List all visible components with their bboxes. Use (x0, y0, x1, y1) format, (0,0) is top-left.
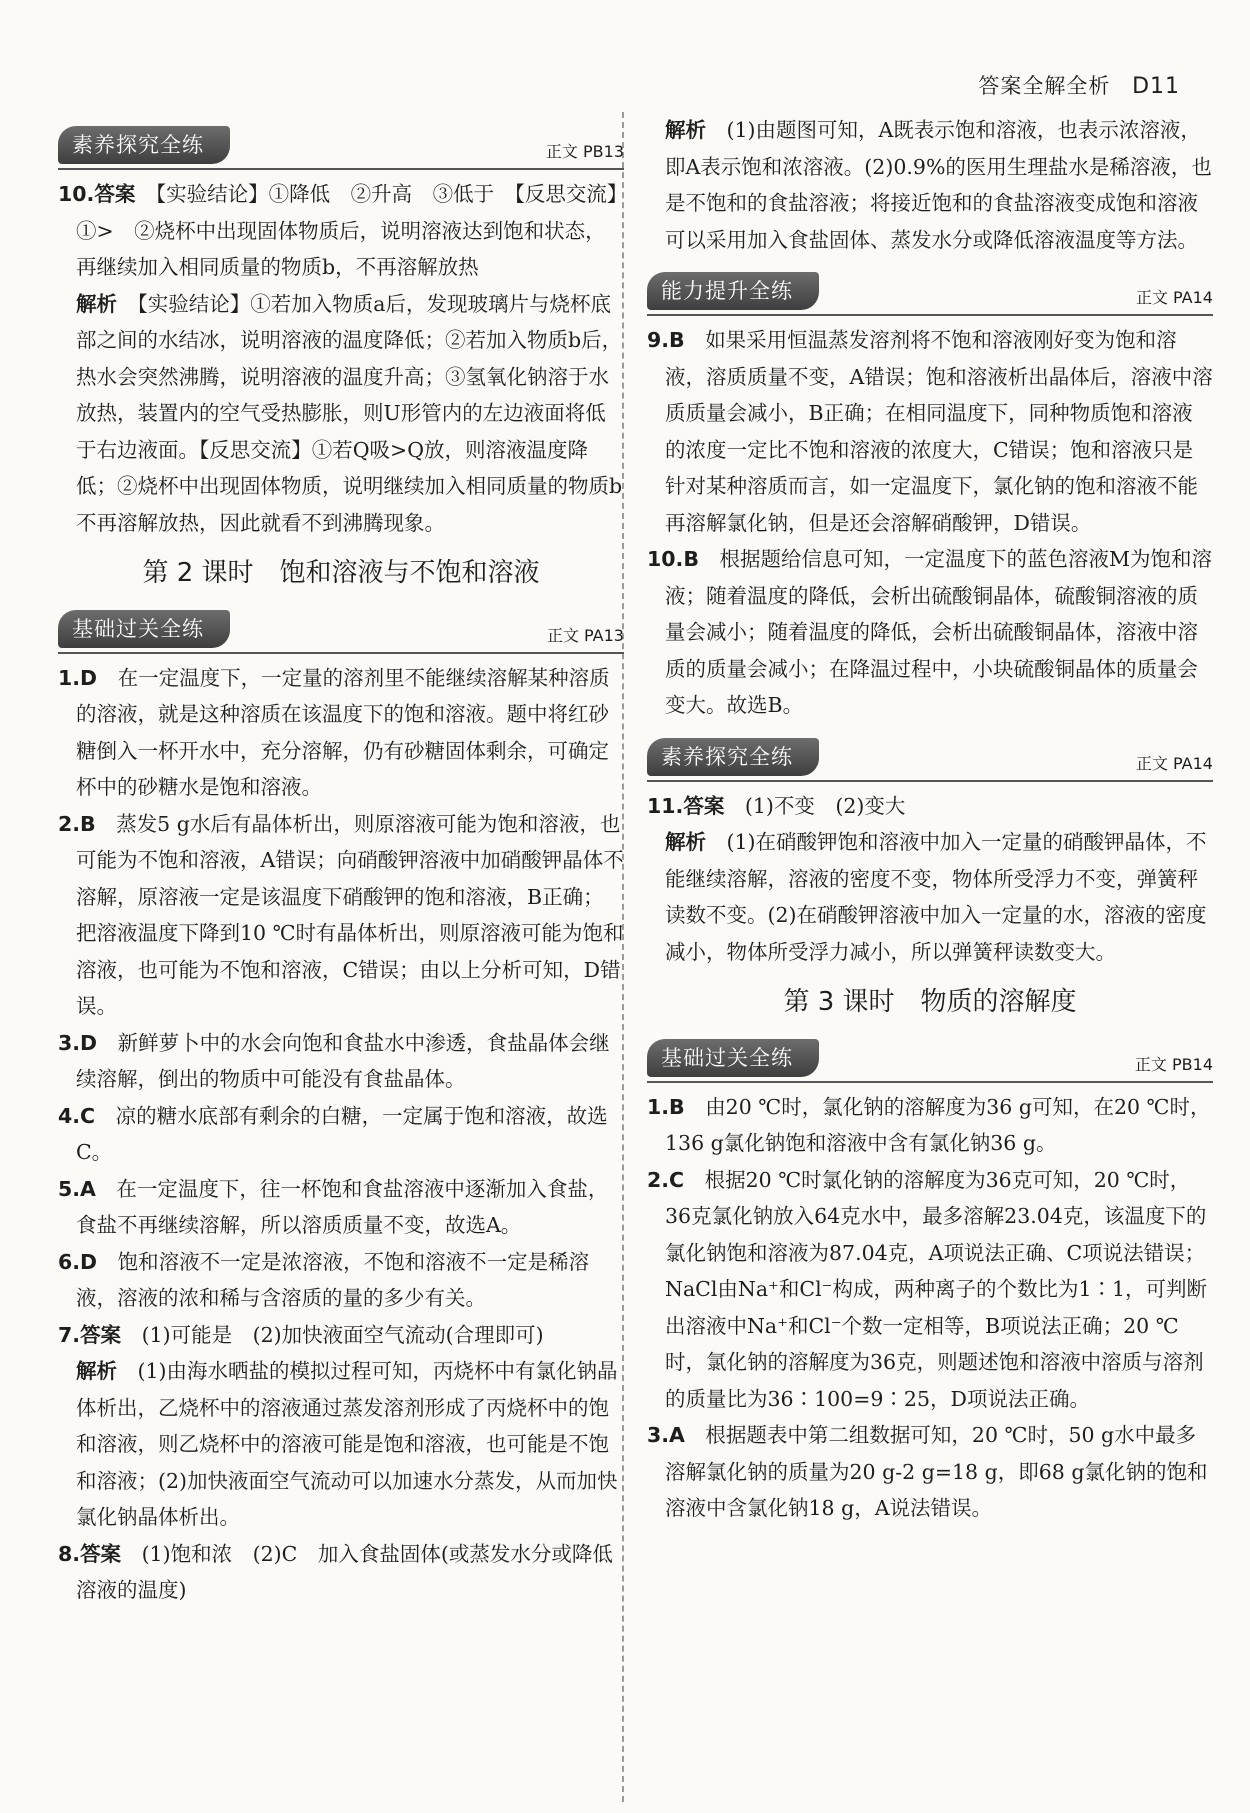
section-ref: 正文 PB14 (1134, 1054, 1213, 1074)
section-ref: 正文 PA13 (546, 625, 624, 645)
list-item: 1.B 由20 ℃时，氯化钠的溶解度为36 g可知，在20 ℃时，136 g氯化钠饱和溶液中含有氯化钠36 g。 (647, 1094, 1211, 1155)
lesson-title: 第 2 课时 饱和溶液与不饱和溶液 (142, 558, 540, 588)
question-8-analysis: 解析 (1)由题图可知，A既表示饱和溶液，也表示浓溶液，即A表示饱和浓溶液。(2)0.9%的医用生理盐水是稀溶液，也是不饱和的食盐溶液；将接近饱和的食盐溶液变成饱和溶液可以采用加入食盐固体、蒸发水分或降低溶液温度等方法。 (665, 118, 1212, 252)
list-item: 5.A 在一定温度下，往一杯饱和食盐溶液中逐渐加入食盐，食盐不再继续溶解，所以溶质质量不变，故选A。 (58, 1176, 609, 1237)
section-header (647, 732, 1213, 782)
section-banner: 素养探究全练 (58, 126, 230, 164)
header-title: 答案全解全析 (978, 74, 1111, 98)
list-item: 6.D 饱和溶液不一定是浓溶液，不饱和溶液不一定是稀溶液，溶液的浓和稀与含溶质的量的多少有关。 (58, 1249, 590, 1310)
section-header (647, 266, 1213, 316)
list-item: 4.C 凉的糖水底部有剩余的白糖，一定属于饱和溶液，故选C。 (58, 1103, 608, 1164)
section-header (58, 604, 624, 654)
question-10: 10.答案 【实验结论】①降低 ②升高 ③低于 【反思交流】①> ②烧杯中出现固体物质后，说明溶液达到饱和状态，再继续加入相同质量的物质b，不再溶解放热 (58, 182, 618, 279)
question-7-analysis: 解析 (1)由海水晒盐的模拟过程可知，丙烧杯中有氯化钠晶体析出，乙烧杯中的溶液通过蒸发溶剂形成了丙烧杯中的饱和溶液，则乙烧杯中的溶液可能是饱和溶液，也可能是不饱和溶液；(2)加快液面空气流动可以加速水分蒸发，从而加快氯化钠晶体析出。 (76, 1359, 618, 1529)
lesson-title: 第 3 课时 物质的溶解度 (783, 987, 1077, 1017)
right-column (647, 112, 1213, 1527)
question-11: 11.答案 (1)不变 (2)变大 (647, 793, 906, 818)
section-banner: 基础过关全练 (58, 610, 230, 648)
section-ref: 正文 PA14 (1135, 288, 1213, 307)
list-item: 1.D 在一定温度下，一定量的溶剂里不能继续溶解某种溶质的溶液，就是这种溶质在该温度下的饱和溶液。题中将红砂糖倒入一杯开水中，充分溶解，仍有砂糖固体剩余，可确定杯中的砂糖水是饱和溶液。 (58, 665, 610, 799)
page-number: D11 (1132, 74, 1180, 99)
list-item: 3.D 新鲜萝卜中的水会向饱和食盐水中渗透，食盐晶体会继续溶解，倒出的物质中可能没有食盐晶体。 (58, 1030, 610, 1091)
left-column (58, 112, 624, 1609)
section-ref: 正文 PB13 (545, 142, 624, 161)
section-banner: 素养探究全练 (647, 738, 819, 776)
question-10-analysis: 解析 【实验结论】①若加入物质a后，发现玻璃片与烧杯底部之间的水结冰，说明溶液的温度降低；②若加入物质b后，热水会突然沸腾，说明溶液的温度升高；③氢氧化钠溶于水放热，装置内的空气受热膨胀，则U形管内的左边液面将低于右边液面。【反思交流】①若Q吸>Q放，则溶液温度降低；②烧杯中出现固体物质，说明继续加入相同质量的物质b不再溶解放热，因此就看不到沸腾现象。 (76, 291, 623, 535)
question-11-analysis: 解析 (1)在硝酸钾饱和溶液中加入一定量的硝酸钾晶体，不能继续溶解，溶液的密度不变，物体所受浮力不变，弹簧秤读数不变。(2)在硝酸钾溶液中加入一定量的水，溶液的密度减小，物体所受浮力减小，所以弹簧秤读数变大。 (665, 830, 1207, 964)
list-item: 2.C 根据20 ℃时氯化钠的溶解度为36克可知，20 ℃时，36克氯化钠放入64克水中，最多溶解23.04克，该温度下的氯化钠饱和溶液为87.04克，A项说法正确、C项说法错误；NaCl由Na⁺和Cl⁻构成，两种离子的个数比为1∶1，可判断出溶液中Na⁺和Cl⁻个数一定相等，B项说法正确；20 ℃时，氯化钠的溶解度为36克，则题述饱和溶液中溶质与溶剂的质量比为36∶100=9∶25，D项说法正确。 (647, 1167, 1208, 1411)
list-item: 10.B 根据题给信息可知，一定温度下的蓝色溶液M为饱和溶液；随着温度的降低，会析出硫酸铜晶体，硫酸铜溶液的质量会减小；随着温度的降低，会析出硫酸铜晶体，溶液中溶质的质量会减小；在降温过程中，小块硫酸铜晶体的质量会变大。故选B。 (647, 547, 1212, 717)
question-8: 8.答案 (1)饱和浓 (2)C 加入食盐固体(或蒸发水分或降低溶液的温度) (58, 1541, 613, 1602)
section-ref: 正文 PA14 (1135, 753, 1213, 773)
question-7: 7.答案 (1)可能是 (2)加快液面空气流动(合理即可) (58, 1322, 544, 1347)
list-item: 9.B 如果采用恒温蒸发溶剂将不饱和溶液刚好变为饱和溶液，溶质质量不变，A错误；饱和溶液析出晶体后，溶液中溶质质量会减小，B正确；在相同温度下，同种物质饱和溶液的浓度一定比不饱和溶液的浓度大，C错误；饱和溶液只是针对某种溶质而言，如一定温度下，氯化钠的饱和溶液不能再溶解氯化钠，但是还会溶解硝酸钾，D错误。 (647, 328, 1213, 535)
section-banner: 能力提升全练 (647, 272, 819, 310)
section-banner: 基础过关全练 (647, 1039, 819, 1077)
page-header (978, 70, 1180, 100)
list-item: 2.B 蒸发5 g水后有晶体析出，则原溶液可能为饱和溶液，也可能为不饱和溶液，A错误；向硝酸钾溶液中加硝酸钾晶体不溶解，原溶液一定是该温度下硝酸钾的饱和溶液，B正确；把溶液温度下降到10 ℃时有晶体析出，则原溶液可能为饱和溶液，也可能为不饱和溶液，C错误；由以上分析可知，D错误。 (58, 811, 624, 1018)
section-header (647, 1033, 1213, 1083)
section-header (58, 120, 624, 170)
list-item: 3.A 根据题表中第二组数据可知，20 ℃时，50 g水中最多溶解氯化钠的质量为20 g-2 g=18 g，即68 g氯化钠的饱和溶液中含氯化钠18 g，A说法错误。 (647, 1423, 1208, 1520)
